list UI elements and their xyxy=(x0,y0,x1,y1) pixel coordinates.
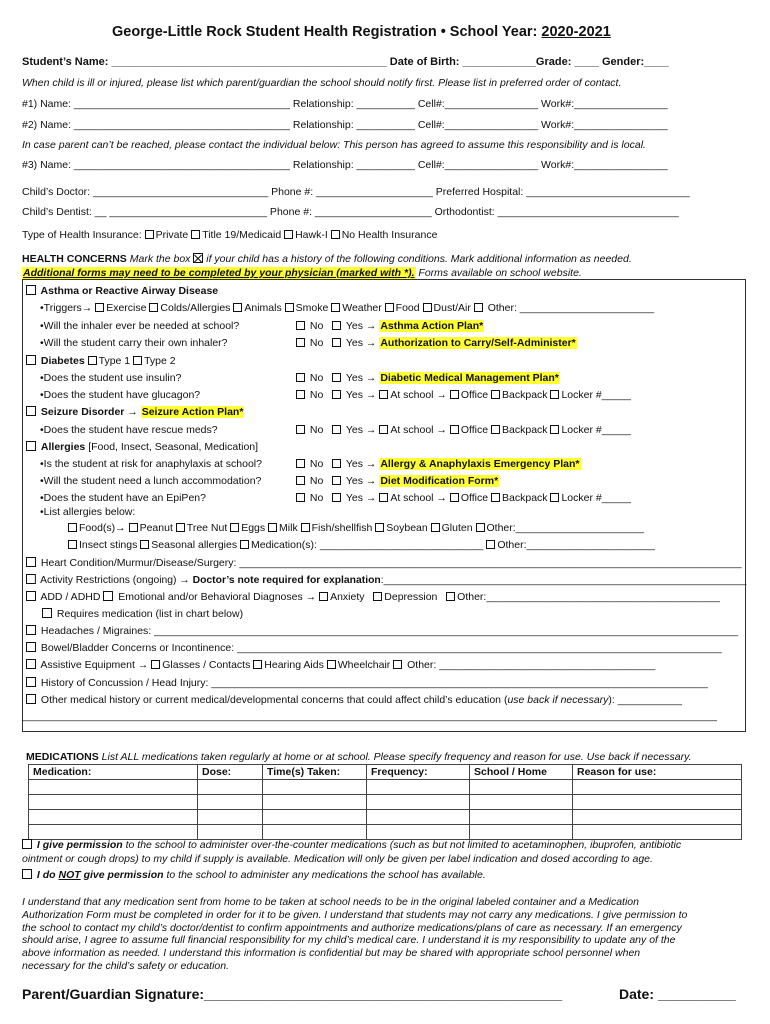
at-school-checkbox[interactable] xyxy=(379,493,388,502)
col-dose: Dose: xyxy=(198,765,263,780)
col-school-home: School / Home xyxy=(470,765,573,780)
no-checkbox[interactable] xyxy=(296,321,305,330)
checked-box-icon xyxy=(193,253,203,263)
asthma-q1-answers: No Yes → Asthma Action Plan* xyxy=(296,319,484,333)
notify-note: When child is ill or injured, please list which parent/guardian the school should notify first. Please list in preferred order of contact. xyxy=(22,77,622,89)
headaches-checkbox[interactable] xyxy=(26,625,36,635)
date-row xyxy=(619,985,736,1003)
seasonal-checkbox[interactable] xyxy=(140,540,149,549)
no-checkbox[interactable] xyxy=(296,338,305,347)
yes-checkbox[interactable] xyxy=(332,390,341,399)
wheelchair-checkbox[interactable] xyxy=(327,660,336,669)
seizure-row: Seizure Disorder → Seizure Action Plan* xyxy=(26,405,244,419)
other-history-row: Other medical history or current medical/developmental concerns that could affect child’s education (use back if necessary): ___________ xyxy=(26,693,682,707)
deny-permission-row: I do NOT give permission to the school to administer any medications the school has available. xyxy=(22,868,486,882)
allergies-q1: •Is the student at risk for anaphylaxis at school? xyxy=(40,458,262,470)
yes-checkbox[interactable] xyxy=(332,321,341,330)
backpack-checkbox[interactable] xyxy=(491,493,500,502)
office-checkbox[interactable] xyxy=(450,390,459,399)
yes-checkbox[interactable] xyxy=(332,338,341,347)
yes-checkbox[interactable] xyxy=(332,476,341,485)
diabetes-checkbox[interactable] xyxy=(26,355,36,365)
insect-checkbox[interactable] xyxy=(68,540,77,549)
bowel-row: Bowel/Bladder Concerns or Incontinence: ___________________________________________________________________________________ xyxy=(26,641,722,655)
food-checkbox[interactable] xyxy=(68,523,77,532)
diabetes-q1-answers: No Yes → Diabetic Medical Management Plan* xyxy=(296,371,560,385)
contact-3-line[interactable]: #3) Name: _____________________________________ Relationship: __________ Cell#:________________ Work#:________________ xyxy=(22,159,668,171)
date-field[interactable]: __________ xyxy=(654,986,736,1002)
insurance-medicaid-checkbox[interactable] xyxy=(191,230,200,239)
anxiety-checkbox[interactable] xyxy=(319,592,328,601)
allergies-q1-answers: No Yes → Allergy & Anaphylaxis Emergency Plan* xyxy=(296,457,581,471)
other-allergies-row: Insect stings Seasonal allergies Medication(s): ____________________________ Other:______________________ xyxy=(68,538,655,552)
asthma-q2: •Will the student carry their own inhaler? xyxy=(40,337,228,349)
backpack-checkbox[interactable] xyxy=(491,425,500,434)
medications-heading: MEDICATIONS List ALL medications taken regularly at home or at school. Please specify frequency and reason for use. Use back if necessary. xyxy=(26,751,692,763)
trigger-dust-checkbox[interactable] xyxy=(423,303,432,312)
backpack-checkbox[interactable] xyxy=(491,390,500,399)
medications-header-row xyxy=(29,765,742,780)
page-title: George-Little Rock Student Health Registration • School Year: 2020-2021 xyxy=(112,24,611,40)
allergies-q3: •Does the student have an EpiPen? xyxy=(40,492,206,504)
yes-checkbox[interactable] xyxy=(332,373,341,382)
trigger-smoke-checkbox[interactable] xyxy=(285,303,294,312)
assist-other-checkbox[interactable] xyxy=(393,660,402,669)
no-checkbox[interactable] xyxy=(296,476,305,485)
allergies-q2-answers: No Yes → Diet Modification Form* xyxy=(296,474,499,488)
headaches-row: Headaches / Migraines: ____________________________________________________________________________________________________ xyxy=(26,624,738,638)
glasses-checkbox[interactable] xyxy=(151,660,160,669)
bowel-checkbox[interactable] xyxy=(26,642,36,652)
health-concerns-heading: HEALTH CONCERNS Mark the box if your child has a history of the following conditions. Mark additional information as needed. xyxy=(22,253,632,265)
milk-checkbox[interactable] xyxy=(268,523,277,532)
seizure-q1: •Does the student have rescue meds? xyxy=(40,424,218,436)
signature-field[interactable]: ______________________________________________ xyxy=(204,986,563,1002)
trigger-exercise-checkbox[interactable] xyxy=(95,303,104,312)
diabetes-q1: •Does the student use insulin? xyxy=(40,372,182,384)
trigger-other-checkbox[interactable] xyxy=(474,303,483,312)
insurance-none-checkbox[interactable] xyxy=(331,230,340,239)
insurance-hawki-checkbox[interactable] xyxy=(284,230,293,239)
student-info-line[interactable]: Student’s Name: _____________________________________________ Date of Birth: ____________Grade: ____ Gender:____ xyxy=(22,56,669,68)
asthma-row: Asthma or Reactive Airway Disease xyxy=(26,284,218,298)
allergies-q2: •Will the student need a lunch accommodation? xyxy=(40,475,262,487)
yes-checkbox[interactable] xyxy=(332,459,341,468)
insurance-line: Type of Health Insurance: Private Title 19/Medicaid Hawk-I No Health Insurance xyxy=(22,229,438,241)
fish-checkbox[interactable] xyxy=(301,523,310,532)
add-adhd-checkbox[interactable] xyxy=(26,591,36,601)
requires-med-row: Requires medication (list in chart below) xyxy=(42,607,243,621)
other-history-blank-line[interactable]: _______________________________________________________________________________________________________________________ xyxy=(22,710,717,722)
give-permission-line2: ointment or cough drops) to my child if supply is available. Medication will only be given per label indication and dosed according to age. xyxy=(22,853,653,865)
locker-checkbox[interactable] xyxy=(550,425,559,434)
table-row[interactable] xyxy=(29,780,742,795)
office-checkbox[interactable] xyxy=(450,493,459,502)
allergies-list-label: •List allergies below: xyxy=(40,506,136,518)
soybean-checkbox[interactable] xyxy=(375,523,384,532)
table-row[interactable] xyxy=(29,795,742,810)
trigger-food-checkbox[interactable] xyxy=(385,303,394,312)
asthma-triggers-row: •Triggers→ Exercise Colds/Allergies Animals Smoke Weather Food Dust/Air Other: _______________________ xyxy=(40,302,655,314)
asthma-q2-answers: No Yes → Authorization to Carry/Self-Administer* xyxy=(296,336,577,350)
gluten-checkbox[interactable] xyxy=(431,523,440,532)
food-allergies-row: Food(s)→ Peanut Tree Nut Eggs Milk Fish/shellfish Soybean Gluten Other:______________________ xyxy=(68,521,644,535)
understanding-paragraph: I understand that any medication sent from home to be taken at school needs to be in the original labeled container and a Medication Authorization Form must be completed in order for it to be given. I understand that students may not carry any medications. I give permission to the school to contact my child’s doctor/dentist to confirm appointments and authorize medications/plans of care as necessary. If an emergency should arise, I agree to assume full financial responsibility for my child’s medical care. I understand it is my responsibility to update any of the above information as needed. I understand this information is confidential but may be shared with appropriate school personnel when necessary for the child’s safety or education. xyxy=(22,896,688,972)
yes-checkbox[interactable] xyxy=(332,493,341,502)
add-adhd-row: ADD / ADHD Emotional and/or Behavioral Diagnoses → Anxiety Depression Other:________________________________________ xyxy=(26,590,720,604)
col-frequency: Frequency: xyxy=(367,765,470,780)
table-row[interactable] xyxy=(29,810,742,825)
medication-allergy-checkbox[interactable] xyxy=(240,540,249,549)
forms-note: Additional forms may need to be completed by your physician (marked with *). Forms available on school website. xyxy=(23,267,582,279)
no-checkbox[interactable] xyxy=(296,390,305,399)
no-checkbox[interactable] xyxy=(296,425,305,434)
no-checkbox[interactable] xyxy=(296,493,305,502)
diabetes-row: Diabetes Type 1 Type 2 xyxy=(26,354,176,368)
no-checkbox[interactable] xyxy=(296,459,305,468)
school-year: 2020-2021 xyxy=(541,24,611,40)
seizure-checkbox[interactable] xyxy=(26,406,36,416)
give-permission-checkbox[interactable] xyxy=(22,839,32,849)
heart-checkbox[interactable] xyxy=(26,557,36,567)
other-history-checkbox[interactable] xyxy=(26,694,36,704)
allergies-q3-answers: No Yes → At school → Office Backpack Locker #_____ xyxy=(296,491,631,505)
diabetes-q2: •Does the student have glucagon? xyxy=(40,389,201,401)
allergies-checkbox[interactable] xyxy=(26,441,36,451)
food-other-checkbox[interactable] xyxy=(476,523,485,532)
diabetes-q2-answers: No Yes → At school → Office Backpack Locker #_____ xyxy=(296,388,631,402)
give-permission-row: I give permission to the school to administer over-the-counter medications (such as but not limited to acetaminophen, ibuprofen, antibiotic xyxy=(22,838,681,852)
activity-row: Activity Restrictions (ongoing) → Doctor’s note required for explanation:_______________________________________________________________ xyxy=(26,573,746,587)
yes-checkbox[interactable] xyxy=(332,425,341,434)
eggs-checkbox[interactable] xyxy=(230,523,239,532)
trigger-colds-checkbox[interactable] xyxy=(149,303,158,312)
deny-permission-checkbox[interactable] xyxy=(22,869,32,879)
locker-checkbox[interactable] xyxy=(550,493,559,502)
seizure-q1-answers: No Yes → At school → Office Backpack Locker #_____ xyxy=(296,423,631,437)
doctor-line[interactable]: Child’s Doctor: ______________________________ Phone #: ____________________ Preferred Hospital: ____________________________ xyxy=(22,186,690,198)
contact-2-line[interactable]: #2) Name: _____________________________________ Relationship: __________ Cell#:________________ Work#:________________ xyxy=(22,119,668,131)
allergy-other-checkbox[interactable] xyxy=(486,540,495,549)
col-reason: Reason for use: xyxy=(573,765,742,780)
date-label: Date: xyxy=(619,986,655,1002)
alternate-contact-note: In case parent can’t be reached, please contact the individual below: This person has agreed to assume this responsibility and is local. xyxy=(22,139,646,151)
heart-row: Heart Condition/Murmur/Disease/Surgery: ______________________________________________________________________________________ xyxy=(26,556,742,570)
peanut-checkbox[interactable] xyxy=(129,523,138,532)
col-medication: Medication: xyxy=(29,765,198,780)
dentist-line[interactable]: Child’s Dentist: __ ___________________________ Phone #: ____________________ Orthodontist: _______________________________ xyxy=(22,206,679,218)
asthma-checkbox[interactable] xyxy=(26,285,36,295)
requires-med-checkbox[interactable] xyxy=(42,608,52,618)
activity-checkbox[interactable] xyxy=(26,574,36,584)
assistive-row: Assistive Equipment → Glasses / Contacts Hearing Aids Wheelchair Other: _____________________________________ xyxy=(26,658,655,672)
asthma-q1: •Will the inhaler ever be needed at school? xyxy=(40,320,240,332)
medications-table xyxy=(28,764,742,840)
at-school-checkbox[interactable] xyxy=(379,390,388,399)
no-checkbox[interactable] xyxy=(296,373,305,382)
emotional-checkbox[interactable] xyxy=(103,591,113,601)
col-times: Time(s) Taken: xyxy=(263,765,367,780)
signature-row xyxy=(22,985,562,1003)
hearing-checkbox[interactable] xyxy=(253,660,262,669)
concussion-checkbox[interactable] xyxy=(26,677,36,687)
assistive-checkbox[interactable] xyxy=(26,659,36,669)
add-other-checkbox[interactable] xyxy=(446,592,455,601)
locker-checkbox[interactable] xyxy=(550,390,559,399)
concussion-row: History of Concussion / Head Injury: _____________________________________________________________________________________ xyxy=(26,676,708,690)
treenut-checkbox[interactable] xyxy=(176,523,185,532)
trigger-weather-checkbox[interactable] xyxy=(331,303,340,312)
office-checkbox[interactable] xyxy=(450,425,459,434)
signature-label: Parent/Guardian Signature: xyxy=(22,986,205,1002)
contact-1-line[interactable]: #1) Name: _____________________________________ Relationship: __________ Cell#:________________ Work#:________________ xyxy=(22,98,668,110)
allergies-row: Allergies [Food, Insect, Seasonal, Medication] xyxy=(26,440,258,454)
type1-checkbox[interactable] xyxy=(88,356,97,365)
insurance-private-checkbox[interactable] xyxy=(145,230,154,239)
depression-checkbox[interactable] xyxy=(373,592,382,601)
at-school-checkbox[interactable] xyxy=(379,425,388,434)
trigger-animals-checkbox[interactable] xyxy=(233,303,242,312)
type2-checkbox[interactable] xyxy=(133,356,142,365)
